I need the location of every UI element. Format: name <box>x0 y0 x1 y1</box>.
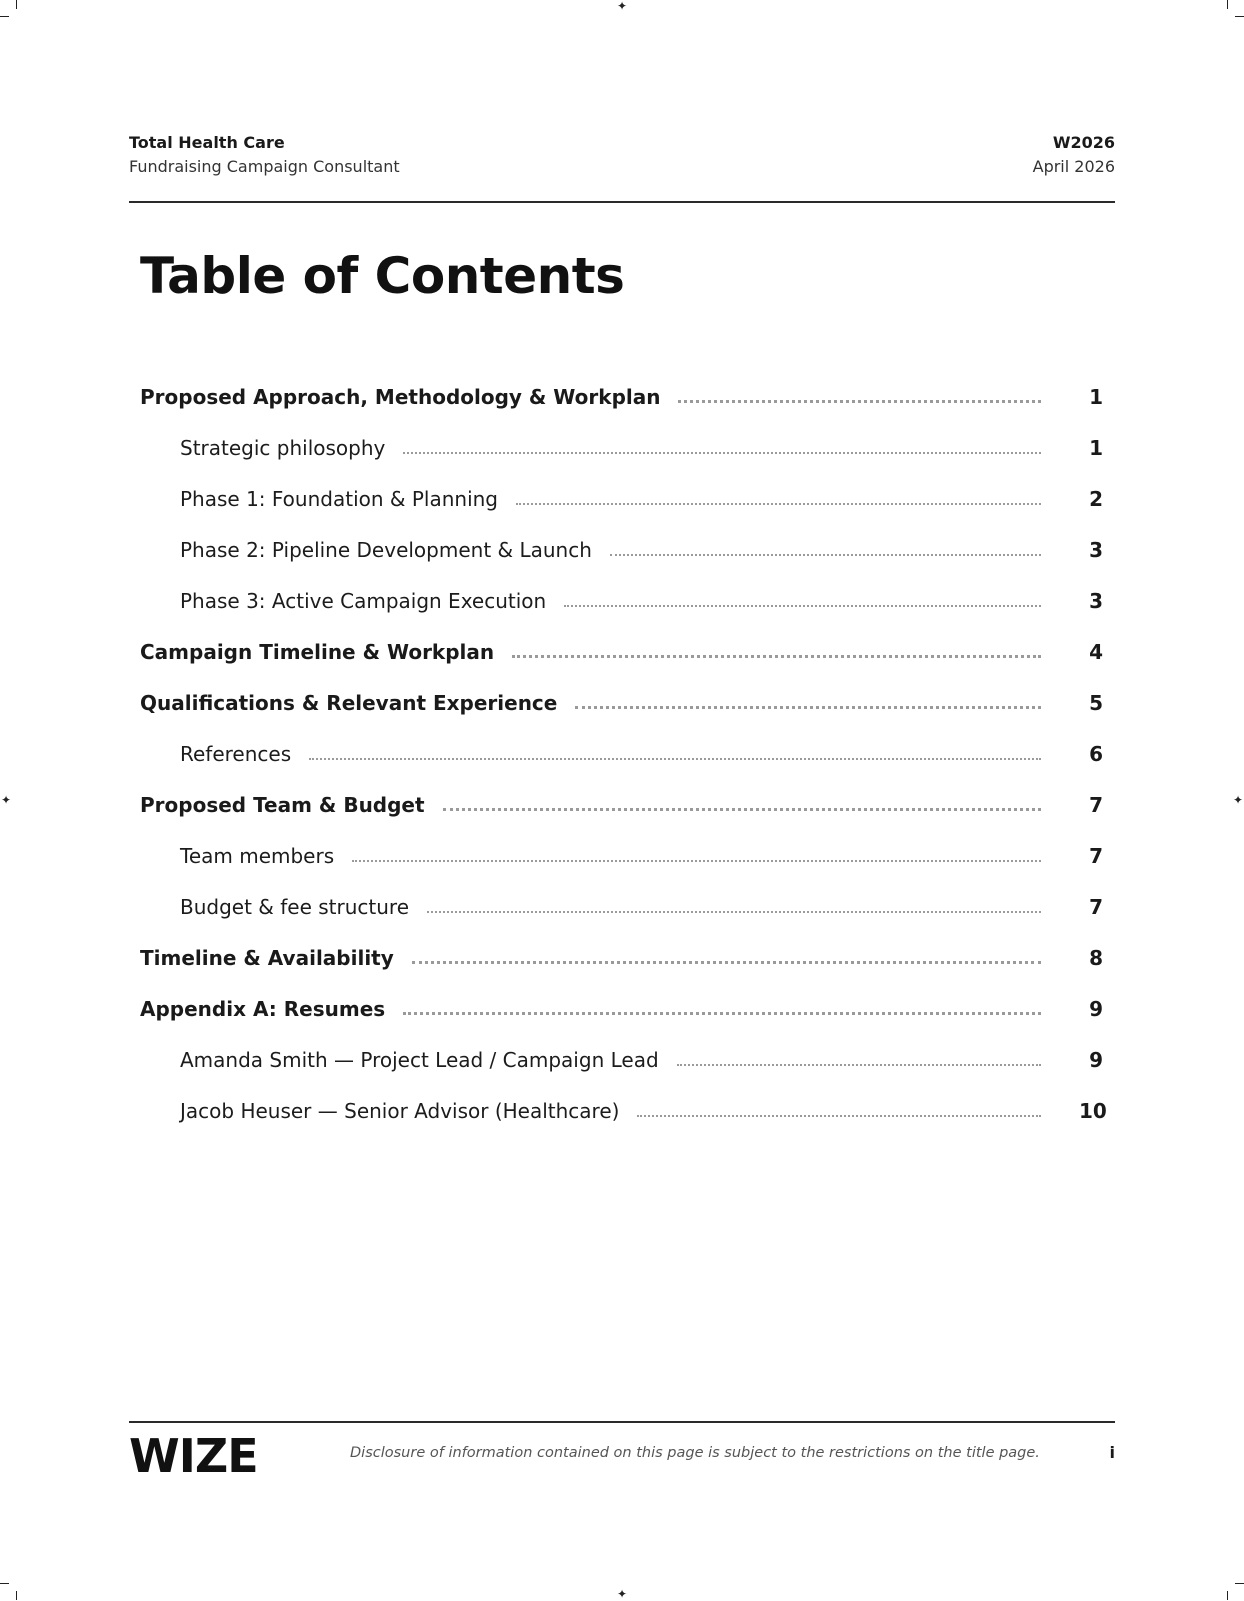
toc-entry-page-number: 10 <box>1079 1098 1107 1123</box>
toc-section-entry[interactable] <box>140 932 1103 983</box>
toc-entry-label: Phase 2: Pipeline Development & Launch <box>140 538 610 562</box>
crop-mark-bl-h <box>0 1583 9 1584</box>
toc-entry-label: Timeline & Availability <box>140 946 412 970</box>
dot-leader <box>564 605 1041 607</box>
toc-entry-page-number: 2 <box>1089 486 1103 511</box>
toc-subsection-entry[interactable] <box>140 524 1103 575</box>
toc-entry-page-number: 6 <box>1089 741 1103 766</box>
header-right <box>1033 131 1115 179</box>
dot-leader <box>412 961 1041 964</box>
dot-leader <box>443 808 1041 811</box>
toc-entry-label: Proposed Team & Budget <box>140 793 443 817</box>
organization-name: Total Health Care <box>129 133 285 152</box>
toc-entry-label: Phase 3: Active Campaign Execution <box>140 589 564 613</box>
toc-entry-label: Proposed Approach, Methodology & Workplan <box>140 385 678 409</box>
header-left <box>129 131 400 179</box>
toc-entry-label: Phase 1: Foundation & Planning <box>140 487 516 511</box>
toc-entry-label: References <box>140 742 309 766</box>
toc-entry-page-number: 9 <box>1089 1047 1103 1072</box>
page-number: i <box>1109 1443 1115 1462</box>
toc-entry-page-number: 4 <box>1089 639 1103 664</box>
toc-subsection-entry[interactable] <box>140 830 1103 881</box>
dot-leader <box>610 554 1041 556</box>
dot-leader <box>403 1012 1041 1015</box>
toc-section-entry[interactable] <box>140 626 1103 677</box>
toc-entry-label: Budget & fee structure <box>140 895 427 919</box>
dot-leader <box>403 452 1041 454</box>
toc-subsection-entry[interactable] <box>140 473 1103 524</box>
crop-mark-tl-v <box>16 0 17 9</box>
document-code: W2026 <box>1052 133 1115 152</box>
registration-mark-right-icon: ✦ <box>1232 793 1244 807</box>
disclosure-notice: Disclosure of information contained on this page is subject to the restrictions on the title page. <box>350 1445 1040 1461</box>
toc-entry-label: Strategic philosophy <box>140 436 403 460</box>
toc-subsection-entry[interactable] <box>140 422 1103 473</box>
crop-mark-tr-h <box>1235 16 1244 17</box>
registration-mark-left-icon: ✦ <box>0 793 12 807</box>
page-footer <box>129 1421 1115 1483</box>
dot-leader <box>516 503 1041 505</box>
dot-leader <box>512 655 1041 658</box>
crop-mark-bl-v <box>16 1591 17 1600</box>
toc-entry-label: Appendix A: Resumes <box>140 997 403 1021</box>
toc-entry-page-number: 3 <box>1089 537 1103 562</box>
toc-entry-label: Jacob Heuser — Senior Advisor (Healthcare) <box>140 1099 637 1123</box>
toc-subsection-entry[interactable] <box>140 1034 1103 1085</box>
document-date: April 2026 <box>1032 157 1115 176</box>
crop-mark-br-v <box>1227 1591 1228 1600</box>
toc-entry-page-number: 3 <box>1089 588 1103 613</box>
toc-entry-page-number: 1 <box>1089 435 1103 460</box>
toc-section-entry[interactable] <box>140 983 1103 1034</box>
dot-leader <box>309 758 1041 760</box>
dot-leader <box>678 400 1041 403</box>
toc-section-entry[interactable] <box>140 371 1103 422</box>
toc-entry-page-number: 9 <box>1089 996 1103 1021</box>
toc-section-entry[interactable] <box>140 677 1103 728</box>
page-header <box>129 131 1115 203</box>
dot-leader <box>427 911 1041 913</box>
crop-mark-tl-h <box>0 16 9 17</box>
toc-section-entry[interactable] <box>140 779 1103 830</box>
dot-leader <box>677 1064 1041 1066</box>
toc-entry-label: Amanda Smith — Project Lead / Campaign Lead <box>140 1048 677 1072</box>
toc-entry-label: Team members <box>140 844 352 868</box>
dot-leader <box>637 1115 1041 1117</box>
toc-entry-page-number: 5 <box>1089 690 1103 715</box>
toc-entry-page-number: 7 <box>1089 792 1103 817</box>
dot-leader <box>352 860 1041 862</box>
toc-entry-label: Campaign Timeline & Workplan <box>140 640 512 664</box>
page-title: Table of Contents <box>140 247 625 305</box>
table-of-contents <box>140 371 1107 1136</box>
toc-entry-page-number: 7 <box>1089 894 1103 919</box>
toc-entry-page-number: 8 <box>1089 945 1103 970</box>
crop-mark-tr-v <box>1227 0 1228 9</box>
toc-entry-page-number: 1 <box>1089 384 1103 409</box>
dot-leader <box>575 706 1041 709</box>
project-title: Fundraising Campaign Consultant <box>129 157 400 176</box>
wize-logo: WIZE <box>129 1429 258 1483</box>
toc-entry-label: Qualifications & Relevant Experience <box>140 691 575 715</box>
registration-mark-top-icon: ✦ <box>616 0 628 13</box>
toc-subsection-entry[interactable] <box>140 728 1103 779</box>
toc-subsection-entry[interactable] <box>140 881 1103 932</box>
crop-mark-br-h <box>1235 1583 1244 1584</box>
registration-mark-bottom-icon: ✦ <box>616 1587 628 1601</box>
toc-entry-page-number: 7 <box>1089 843 1103 868</box>
toc-subsection-entry[interactable] <box>140 575 1103 626</box>
toc-subsection-entry[interactable] <box>140 1085 1107 1136</box>
